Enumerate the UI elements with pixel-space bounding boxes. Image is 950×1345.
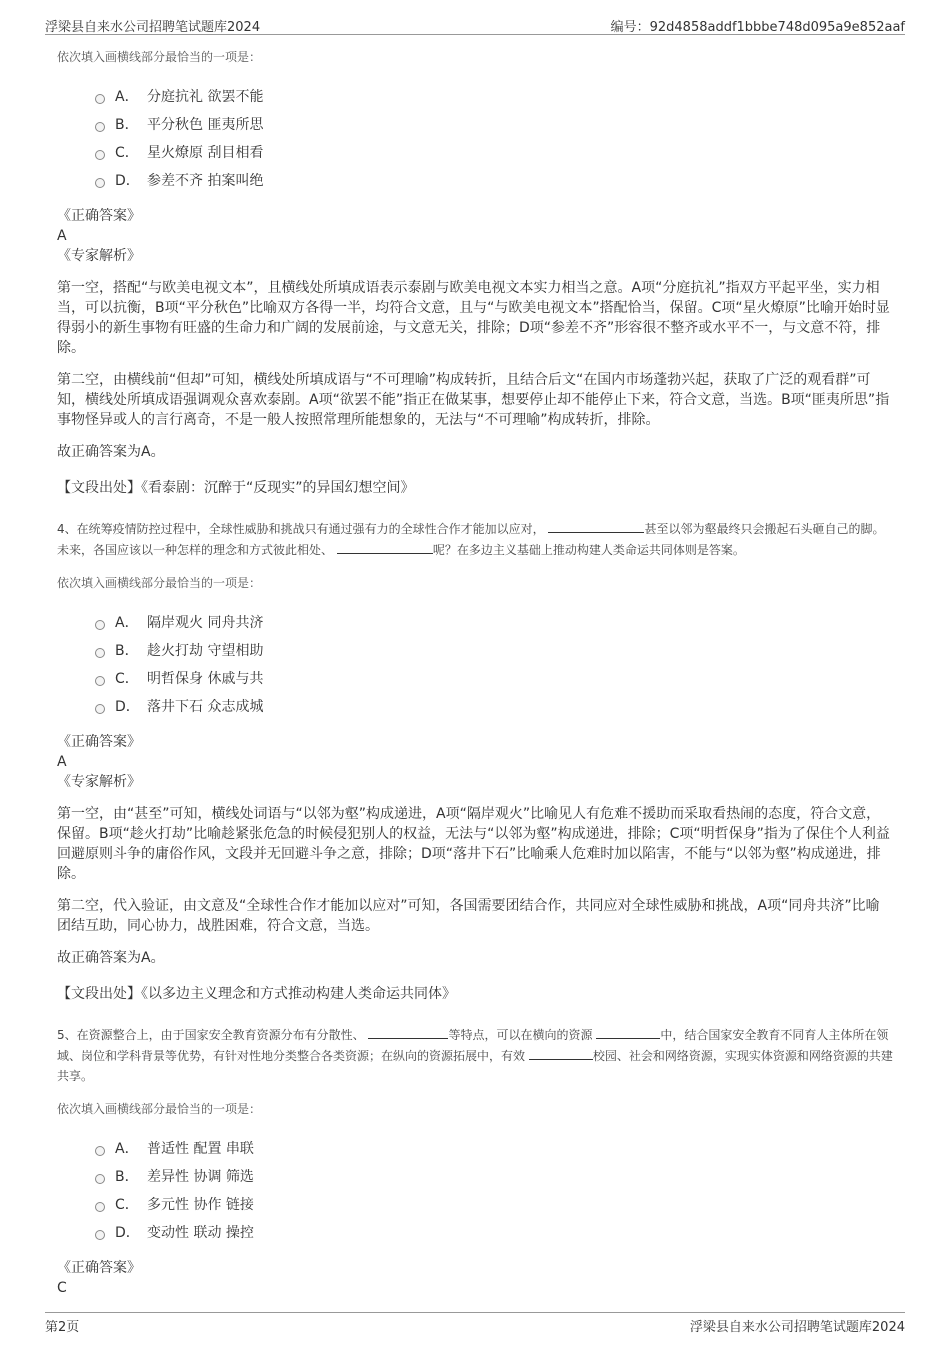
q4-option-c[interactable]: C． 明哲保身 休戚与共	[95, 664, 893, 692]
q4-answer: A	[57, 754, 67, 770]
q5-blank-2	[596, 1024, 660, 1039]
document-body	[57, 48, 893, 1298]
q5-prompt: 依次填入画横线部分最恰当的一项是：	[57, 1102, 262, 1116]
q3-option-c[interactable]: C． 星火燎原 刮目相看	[95, 138, 893, 166]
q3-analysis-label: 《专家解析》	[57, 248, 141, 264]
q3-option-a[interactable]: A． 分庭抗礼 欲罢不能	[95, 82, 893, 110]
q5-answer: C	[57, 1280, 67, 1296]
q5-option-c[interactable]: C． 多元性 协作 链接	[95, 1190, 893, 1218]
radio-icon[interactable]	[95, 150, 105, 160]
radio-icon[interactable]	[95, 620, 105, 630]
radio-icon[interactable]	[95, 676, 105, 686]
q3-option-d[interactable]: D． 参差不齐 拍案叫绝	[95, 166, 893, 194]
header-title: 浮梁县自来水公司招聘笔试题库2024	[45, 20, 261, 35]
q4-source: 【文段出处】《以多边主义理念和方式推动构建人类命运共同体》	[57, 986, 456, 1002]
q4-blank-2	[337, 539, 433, 554]
q3-options	[95, 82, 893, 194]
q4-analysis-2: 第二空，代入验证，由文意及“全球性合作才能加以应对”可知，各国需要团结合作，共同应对全球性威胁和挑战，A项“同舟共济”比喻团结互助，同心协力，战胜困难，符合文意，当选。	[57, 898, 880, 934]
q4-analysis-label: 《专家解析》	[57, 774, 141, 790]
q5-options	[95, 1134, 893, 1246]
q5-question: 5、在资源整合上，由于国家安全教育资源分布有分散性、 等特点，可以在横向的资源 中，结合国家安全教育不同育人主体所在领域、岗位和学科背景等优势，有针对性地分类整合各类资源；在纵向的资源拓展中，有效 校园、社会和网络资源，实现实体资源和网络资源的共建共享。	[57, 1024, 893, 1086]
q5-blank-3	[529, 1045, 593, 1060]
q3-prompt: 依次填入画横线部分最恰当的一项是：	[57, 50, 262, 64]
q3-analysis-2: 第二空，由横线前“但却”可知，横线处所填成语与“不可理喻”构成转折，且结合后文“在国内市场蓬勃兴起，获取了广泛的观看群”可知，横线处所填成语强调观众喜欢泰剧。A项“欲罢不能”指正在做某事，想要停止却不能停止下来，符合文意，当选。B项“匪夷所思”指事物怪异或人的言行离奇，不是一般人按照常理所能想象的，无法与“不可理喻”构成转折，排除。	[57, 372, 890, 428]
q4-analysis-1: 第一空，由“甚至”可知，横线处词语与“以邻为壑”构成递进，A项“隔岸观火”比喻见人有危难不援助而采取看热闹的态度，符合文意，保留。B项“趁火打劫”比喻趁紧张危急的时候侵犯别人的权益，无法与“以邻为壑”构成递进，排除；C项“明哲保身”指为了保住个人利益回避原则斗争的庸俗作风，文段并无回避斗争之意，排除；D项“落井下石”比喻乘人危难时加以陷害，不能与“以邻为壑”构成递进，排除。	[57, 806, 890, 882]
page-footer	[45, 1312, 905, 1335]
q3-answer: A	[57, 228, 67, 244]
q3-analysis-1: 第一空，搭配“与欧美电视文本”，且横线处所填成语表示泰剧与欧美电视文本实力相当之意。A项“分庭抗礼”指双方平起平坐，实力相当，可以抗衡，B项“平分秋色”比喻双方各得一半，均符合文意，且与“与欧美电视文本”搭配恰当，保留。C项“星火燎原”比喻开始时显得弱小的新生事物有旺盛的生命力和广阔的发展前途，与文意无关，排除；D项“参差不齐”形容很不整齐或水平不一，与文意不符，排除。	[57, 280, 890, 356]
q4-question: 4、在统筹疫情防控过程中，全球性威胁和挑战只有通过强有力的全球性合作才能加以应对， 甚至以邻为壑最终只会搬起石头砸自己的脚。未来，各国应该以一种怎样的理念和方式彼此相处、 呢？在多边主义基础上推动构建人类命运共同体则是答案。	[57, 518, 893, 560]
q5-option-a[interactable]: A． 普适性 配置 串联	[95, 1134, 893, 1162]
q4-prompt: 依次填入画横线部分最恰当的一项是：	[57, 576, 262, 590]
q4-analysis-3: 故正确答案为A。	[57, 950, 165, 966]
q3-analysis-3: 故正确答案为A。	[57, 444, 165, 460]
header-doc-id: 编号：92d4858addf1bbbe748d095a9e852aaf	[610, 20, 905, 35]
radio-icon[interactable]	[95, 1146, 105, 1156]
q4-option-a[interactable]: A． 隔岸观火 同舟共济	[95, 608, 893, 636]
page-number: 第2页	[45, 1320, 80, 1335]
q5-option-b[interactable]: B． 差异性 协调 筛选	[95, 1162, 893, 1190]
radio-icon[interactable]	[95, 648, 105, 658]
radio-icon[interactable]	[95, 1202, 105, 1212]
q5-blank-1	[368, 1024, 448, 1039]
footer-title: 浮梁县自来水公司招聘笔试题库2024	[689, 1320, 905, 1335]
radio-icon[interactable]	[95, 1230, 105, 1240]
q3-source: 【文段出处】《看泰剧：沉醉于“反现实”的异国幻想空间》	[57, 480, 415, 496]
radio-icon[interactable]	[95, 178, 105, 188]
q4-answer-label: 《正确答案》	[57, 734, 141, 750]
radio-icon[interactable]	[95, 704, 105, 714]
q3-answer-label: 《正确答案》	[57, 208, 141, 224]
q4-blank-1	[548, 518, 644, 533]
radio-icon[interactable]	[95, 122, 105, 132]
page-header	[45, 14, 905, 35]
q4-options	[95, 608, 893, 720]
q5-answer-label: 《正确答案》	[57, 1260, 141, 1276]
q5-option-d[interactable]: D． 变动性 联动 操控	[95, 1218, 893, 1246]
q4-option-b[interactable]: B． 趁火打劫 守望相助	[95, 636, 893, 664]
radio-icon[interactable]	[95, 1174, 105, 1184]
q3-option-b[interactable]: B． 平分秋色 匪夷所思	[95, 110, 893, 138]
q4-option-d[interactable]: D． 落井下石 众志成城	[95, 692, 893, 720]
radio-icon[interactable]	[95, 94, 105, 104]
